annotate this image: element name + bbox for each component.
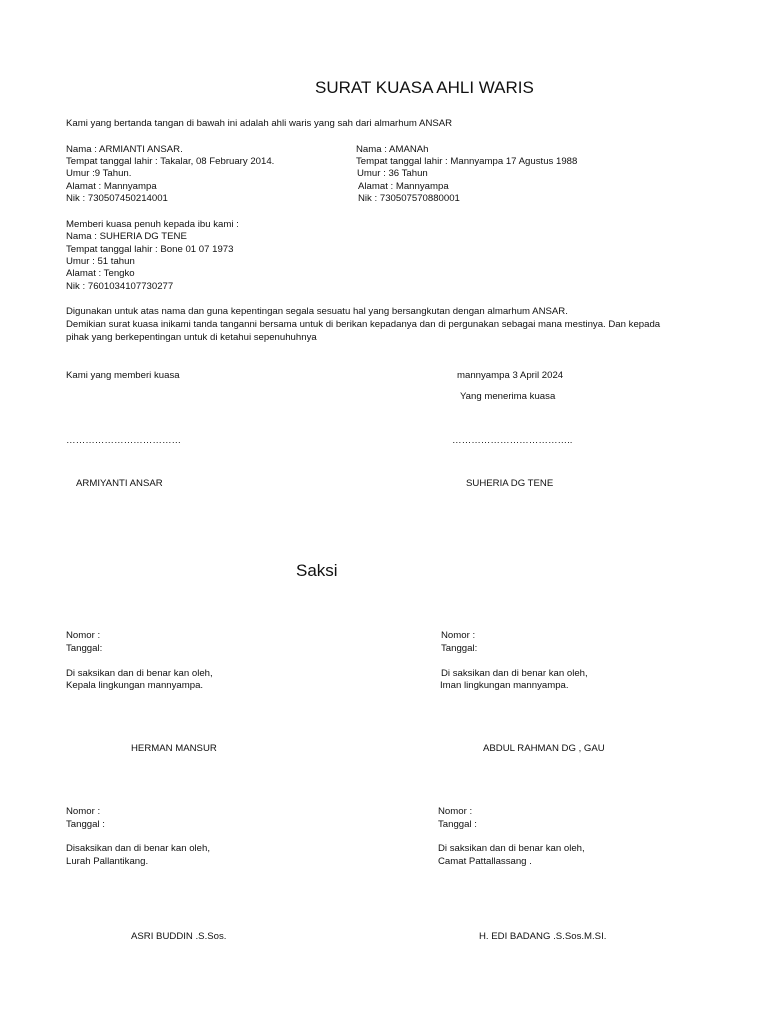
heir-2-address: Alamat : Mannyampa [358,181,449,192]
grantee-nik: Nik : 7601034107730277 [66,281,174,292]
witness-name: HERMAN MANSUR [131,743,217,754]
heir-2-nik: Nik : 730507570880001 [358,193,460,204]
heir-2-name: Nama : AMANAh [356,144,429,155]
heir-1-age: Umur :9 Tahun. [66,168,132,179]
heir-1-name: Nama : ARMIANTI ANSAR. [66,144,183,155]
witness-role: Camat Pattallassang . [438,856,532,867]
witness-attestation: Di saksikan dan di benar kan oleh, [66,668,213,679]
witness-tanggal: Tanggal: [66,643,103,654]
witness-tanggal: Tanggal : [66,819,105,830]
witness-tanggal: Tanggal: [441,643,478,654]
heir-2-birth: Tempat tanggal lahir : Mannyampa 17 Agustus 1988 [356,156,578,167]
receiver-name: SUHERIA DG TENE [466,478,554,489]
witness-attestation: Di saksikan dan di benar kan oleh, [438,843,585,854]
giver-name: ARMIYANTI ANSAR [76,478,163,489]
witness-role: Iman lingkungan mannyampa. [440,680,569,691]
witness-nomor: Nomor : [438,806,473,817]
grantee-birth: Tempat tanggal lahir : Bone 01 07 1973 [66,244,234,255]
purpose-line-2: Demikian surat kuasa inikami tanda tanganni bersama untuk di berikan kepadanya dan di pergunakan sebagai mana mestinya. Dan kepada [66,319,661,330]
heir-2-age: Umur : 36 Tahun [357,168,428,179]
giver-label: Kami yang memberi kuasa [66,370,180,381]
document-title: SURAT KUASA AHLI WARIS [315,78,534,97]
receiver-label: Yang menerima kuasa [460,391,556,402]
witness-attestation: Disaksikan dan di benar kan oleh, [66,843,210,854]
witness-nomor: Nomor : [441,630,476,641]
heir-1-address: Alamat : Mannyampa [66,181,157,192]
witness-name: ASRI BUDDIN .S.Sos. [131,931,227,942]
purpose-line-3: pihak yang berkepentingan untuk di ketahui sepenuhuhnya [66,332,317,343]
witness-attestation: Di saksikan dan di benar kan oleh, [441,668,588,679]
witness-role: Kepala lingkungan mannyampa. [66,680,204,691]
grantee-heading: Memberi kuasa penuh kepada ibu kami : [66,219,239,230]
giver-signature-line: ……………………………… [66,435,182,446]
witness-tanggal: Tanggal : [438,819,477,830]
witness-heading: Saksi [296,561,338,580]
heir-1-nik: Nik : 730507450214001 [66,193,168,204]
witness-nomor: Nomor : [66,630,101,641]
heir-1-birth: Tempat tanggal lahir : Takalar, 08 February 2014. [66,156,275,167]
place-date: mannyampa 3 April 2024 [457,370,564,381]
witness-nomor: Nomor : [66,806,101,817]
witness-name: ABDUL RAHMAN DG , GAU [483,743,605,754]
receiver-signature-line: ……………………………….. [452,435,573,446]
witness-role: Lurah Pallantikang. [66,856,149,867]
witness-name: H. EDI BADANG .S.Sos.M.SI. [479,931,607,942]
purpose-line-1: Digunakan untuk atas nama dan guna kepentingan segala sesuatu hal yang bersangkutan dengan almarhum ANSAR. [66,306,568,317]
grantee-address: Alamat : Tengko [66,268,135,279]
grantee-age: Umur : 51 tahun [66,256,135,267]
grantee-name: Nama : SUHERIA DG TENE [66,231,187,242]
intro-text: Kami yang bertanda tangan di bawah ini adalah ahli waris yang sah dari almarhum ANSAR [66,118,453,129]
